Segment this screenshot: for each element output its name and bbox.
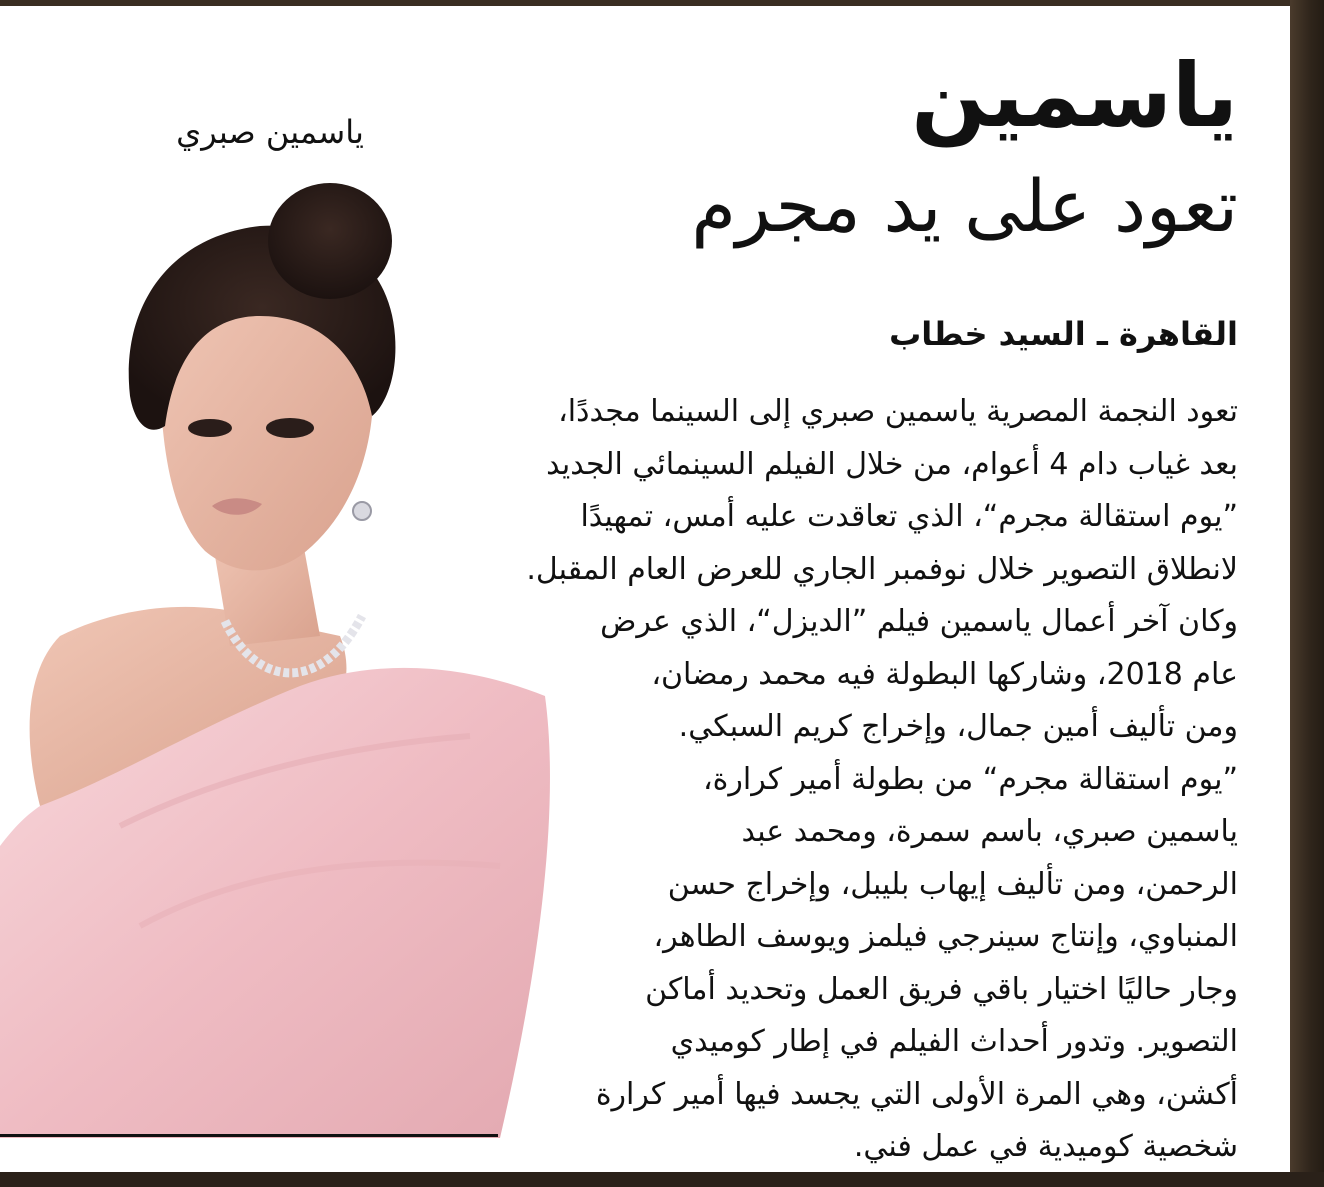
- eye-right-shape: [266, 418, 314, 438]
- hair-bun-shape: [268, 183, 392, 299]
- newspaper-page: [0, 6, 1290, 1172]
- eye-left-shape: [188, 419, 232, 437]
- photo-caption: ياسمين صبري: [176, 113, 364, 151]
- body-line: عام 2018، وشاركها البطولة فيه محمد رمضان،: [651, 656, 1238, 692]
- earring-shape: [353, 502, 371, 520]
- headline-sub: تعود على يد مجرم: [691, 164, 1238, 248]
- article-body: [408, 386, 1238, 1172]
- body-line: تعود النجمة المصرية ياسمين صبري إلى السينما مجددًا،: [558, 394, 1238, 429]
- body-line: المنباوي، وإنتاج سينرجي فيلمز ويوسف الطاهر،: [653, 919, 1238, 954]
- body-line: أكشن، وهي المرة الأولى التي يجسد فيها أمير كرارة: [595, 1076, 1238, 1112]
- body-line: ”يوم استقالة مجرم“ من بطولة أمير كرارة،: [702, 761, 1238, 797]
- body-line: التصوير. وتدور أحداث الفيلم في إطار كوميدي: [670, 1024, 1238, 1059]
- body-line: وجار حاليًا اختيار باقي فريق العمل وتحديد أماكن: [645, 971, 1238, 1007]
- body-line: بعد غياب دام 4 أعوام، من خلال الفيلم السينمائي الجديد: [546, 446, 1238, 482]
- body-line: ”يوم استقالة مجرم“، الذي تعاقدت عليه أمس، تمهيدًا: [580, 499, 1238, 534]
- frame-edge-bottom: [0, 1172, 1324, 1187]
- headline-main: ياسمين: [911, 44, 1238, 147]
- body-line: لانطلاق التصوير خلال نوفمبر الجاري للعرض العام المقبل.: [526, 551, 1238, 587]
- body-line: الرحمن، ومن تأليف إيهاب بليبل، وإخراج حسن: [667, 866, 1238, 902]
- body-line: وكان آخر أعمال ياسمين فيلم ”الديزل“، الذي عرض: [600, 604, 1238, 639]
- frame-edge-right: [1290, 0, 1324, 1187]
- body-line: شخصية كوميدية في عمل فني.: [853, 1129, 1238, 1164]
- byline: القاهرة ـ السيد خطاب: [889, 315, 1238, 353]
- body-line: ياسمين صبري، باسم سمرة، ومحمد عبد: [741, 814, 1238, 849]
- body-line: ومن تأليف أمين جمال، وإخراج كريم السبكي.: [678, 709, 1238, 744]
